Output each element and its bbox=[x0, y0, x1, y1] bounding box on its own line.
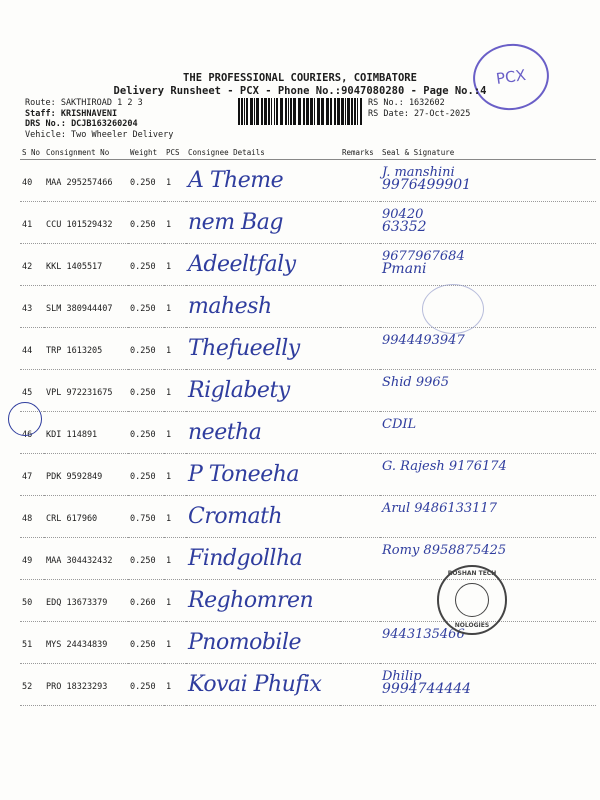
row-remarks bbox=[340, 328, 380, 370]
row-signature-1: G. Rajesh 9176174 bbox=[382, 459, 507, 474]
row-consignee-cell bbox=[186, 664, 340, 706]
row-remarks bbox=[340, 370, 380, 412]
drs-label: DRS No.: bbox=[25, 119, 72, 129]
barcode-bar bbox=[244, 98, 245, 125]
table-row bbox=[20, 622, 596, 664]
row-signature-1: Dhilip bbox=[382, 669, 422, 684]
row-weight: 0.250 bbox=[128, 454, 164, 496]
row-consignee-cell bbox=[186, 538, 340, 580]
row-sno: 47 bbox=[20, 454, 44, 496]
row-consignee-cell bbox=[186, 244, 340, 286]
barcode-bar bbox=[314, 98, 315, 125]
circle-mark-46 bbox=[8, 402, 42, 436]
row-pcs: 1 bbox=[164, 412, 186, 454]
roshan-stamp-inner bbox=[455, 583, 489, 617]
barcode-bar bbox=[351, 98, 353, 125]
col-consignee: Consignee Details bbox=[186, 145, 340, 160]
row-consignee-handwriting: Adeeltfaly bbox=[188, 252, 296, 277]
barcode-bar bbox=[256, 98, 259, 125]
meta-right bbox=[368, 98, 470, 119]
row-signature-2: Pmani bbox=[382, 261, 427, 277]
barcode-bar bbox=[254, 98, 255, 125]
row-consignee-handwriting: mahesh bbox=[188, 294, 272, 319]
barcode-bar bbox=[246, 98, 248, 125]
row-consignee-cell bbox=[186, 328, 340, 370]
row-pcs: 1 bbox=[164, 328, 186, 370]
barcode-bar bbox=[276, 98, 278, 125]
barcode-bar bbox=[241, 98, 243, 125]
row-signature-cell bbox=[380, 328, 596, 370]
row-pcs: 1 bbox=[164, 160, 186, 202]
row-consignee-handwriting: P Toneeha bbox=[188, 462, 299, 487]
faint-stamp bbox=[422, 284, 484, 334]
barcode-bar bbox=[290, 98, 292, 125]
pcx-stamp-text: PCX bbox=[494, 66, 527, 88]
row-signature-2: 9994744444 bbox=[382, 681, 472, 697]
roshan-stamp-bottom: NOLOGIES bbox=[454, 622, 490, 629]
row-consignment-no: CCU 101529432 bbox=[44, 202, 128, 244]
barcode-bar bbox=[271, 98, 272, 125]
row-signature-1: 9443135466 bbox=[382, 627, 465, 642]
staff-label: Staff: bbox=[25, 108, 61, 119]
col-pcs: PCS bbox=[164, 145, 186, 160]
row-consignment-no: SLM 380944407 bbox=[44, 286, 128, 328]
row-sno: 45 bbox=[20, 370, 44, 412]
row-sno: 51 bbox=[20, 622, 44, 664]
col-weight: Weight bbox=[128, 145, 164, 160]
barcode-bar bbox=[303, 98, 305, 125]
row-signature-2: 63352 bbox=[382, 219, 427, 235]
table-row bbox=[20, 580, 596, 622]
row-remarks bbox=[340, 160, 380, 202]
row-pcs: 1 bbox=[164, 454, 186, 496]
row-weight: 0.250 bbox=[128, 664, 164, 706]
row-consignee-handwriting: neetha bbox=[188, 420, 262, 445]
delivery-table bbox=[20, 145, 596, 706]
table-row bbox=[20, 664, 596, 706]
row-sno: 52 bbox=[20, 664, 44, 706]
row-consignee-handwriting: Riglabety bbox=[188, 378, 290, 403]
row-consignee-cell bbox=[186, 412, 340, 454]
row-consignee-cell bbox=[186, 622, 340, 664]
barcode-bar bbox=[321, 98, 324, 125]
barcode-bar bbox=[360, 98, 362, 125]
row-weight: 0.250 bbox=[128, 412, 164, 454]
row-sno: 49 bbox=[20, 538, 44, 580]
barcode-bar bbox=[306, 98, 309, 125]
row-pcs: 1 bbox=[164, 664, 186, 706]
row-signature-1: CDIL bbox=[382, 417, 417, 432]
barcode-bar bbox=[280, 98, 283, 125]
row-weight: 0.750 bbox=[128, 496, 164, 538]
row-consignment-no: CRL 617960 bbox=[44, 496, 128, 538]
meta-left bbox=[25, 98, 173, 140]
row-pcs: 1 bbox=[164, 286, 186, 328]
table-row bbox=[20, 496, 596, 538]
drs-number: DCJB163260204 bbox=[71, 119, 138, 129]
runsheet-subtitle: Delivery Runsheet - PCX - Phone No.:9047080280 - Page No.:4 bbox=[113, 85, 487, 97]
row-remarks bbox=[340, 202, 380, 244]
row-consignment-no: PDK 9592849 bbox=[44, 454, 128, 496]
row-consignee-handwriting: Findgollha bbox=[188, 546, 303, 571]
row-consignee-handwriting: nem Bag bbox=[188, 210, 283, 235]
row-consignment-no: EDQ 13673379 bbox=[44, 580, 128, 622]
row-signature-1: 90420 bbox=[382, 207, 424, 222]
table-row bbox=[20, 202, 596, 244]
barcode-bar bbox=[317, 98, 320, 125]
row-consignee-cell bbox=[186, 160, 340, 202]
row-consignee-cell bbox=[186, 202, 340, 244]
barcode bbox=[238, 98, 363, 125]
col-consignment: Consignment No bbox=[44, 145, 128, 160]
barcode-bar bbox=[288, 98, 289, 125]
rs-date: RS Date: 27-Oct-2025 bbox=[368, 108, 471, 119]
row-signature-1: Arul 9486133117 bbox=[382, 501, 497, 516]
row-signature-cell bbox=[380, 202, 596, 244]
row-remarks bbox=[340, 496, 380, 538]
row-sno: 50 bbox=[20, 580, 44, 622]
row-consignee-handwriting: Pnomobile bbox=[188, 630, 301, 655]
row-signature-cell bbox=[380, 412, 596, 454]
row-consignee-cell bbox=[186, 580, 340, 622]
row-weight: 0.250 bbox=[128, 286, 164, 328]
barcode-bar bbox=[337, 98, 340, 125]
barcode-bar bbox=[293, 98, 296, 125]
row-signature-cell bbox=[380, 454, 596, 496]
row-consignment-no: MAA 295257466 bbox=[44, 160, 128, 202]
barcode-bar bbox=[274, 98, 275, 125]
barcode-bar bbox=[238, 98, 240, 125]
table-row bbox=[20, 370, 596, 412]
barcode-bar bbox=[285, 98, 287, 125]
row-consignment-no: KKL 1405517 bbox=[44, 244, 128, 286]
table-row bbox=[20, 160, 596, 202]
row-sno: 44 bbox=[20, 328, 44, 370]
row-consignee-handwriting: A Theme bbox=[188, 168, 284, 193]
row-sno: 43 bbox=[20, 286, 44, 328]
row-weight: 0.250 bbox=[128, 244, 164, 286]
roshan-stamp-top: ROSHAN TECH bbox=[447, 570, 497, 577]
row-signature-1: J. manshini bbox=[382, 165, 455, 180]
row-consignee-cell bbox=[186, 454, 340, 496]
table-row bbox=[20, 328, 596, 370]
rs-number: RS No.: 1632602 bbox=[368, 98, 445, 108]
staff-line bbox=[25, 109, 173, 120]
row-consignment-no: MAA 304432432 bbox=[44, 538, 128, 580]
row-weight: 0.250 bbox=[128, 622, 164, 664]
row-sno: 42 bbox=[20, 244, 44, 286]
row-remarks bbox=[340, 538, 380, 580]
row-consignment-no: VPL 972231675 bbox=[44, 370, 128, 412]
row-signature-2: 9976499901 bbox=[382, 177, 472, 193]
row-signature-cell bbox=[380, 286, 596, 328]
row-signature-1: 9944493947 bbox=[382, 333, 465, 348]
row-consignee-handwriting: Reghomren bbox=[188, 588, 314, 613]
barcode-bar bbox=[357, 98, 358, 125]
col-signature: Seal & Signature bbox=[380, 145, 596, 160]
row-signature-1: Romy 8958875425 bbox=[382, 543, 507, 558]
barcode-bar bbox=[354, 98, 356, 125]
barcode-bar bbox=[298, 98, 301, 125]
row-pcs: 1 bbox=[164, 244, 186, 286]
barcode-bar bbox=[310, 98, 313, 125]
route-text: Route: SAKTHIROAD 1 2 3 bbox=[25, 98, 143, 108]
row-consignment-no: KDI 114891 bbox=[44, 412, 128, 454]
table-row bbox=[20, 244, 596, 286]
company-title: THE PROFESSIONAL COURIERS, COIMBATORE bbox=[183, 72, 417, 84]
row-consignee-handwriting: Cromath bbox=[188, 504, 283, 529]
barcode-bar bbox=[345, 98, 346, 125]
table-header-row bbox=[20, 145, 596, 160]
barcode-bar bbox=[268, 98, 270, 125]
row-sno: 46 bbox=[20, 412, 44, 454]
roshan-stamp bbox=[437, 565, 507, 635]
staff-name: KRISHNAVENI bbox=[60, 108, 118, 119]
row-signature-cell bbox=[380, 244, 596, 286]
vehicle-text: Vehicle: Two Wheeler Delivery bbox=[25, 129, 174, 140]
row-consignment-no: PRO 18323293 bbox=[44, 664, 128, 706]
row-weight: 0.250 bbox=[128, 538, 164, 580]
row-weight: 0.250 bbox=[128, 370, 164, 412]
row-remarks bbox=[340, 622, 380, 664]
table-row bbox=[20, 454, 596, 496]
col-remarks: Remarks bbox=[340, 145, 380, 160]
row-pcs: 1 bbox=[164, 622, 186, 664]
barcode-bar bbox=[261, 98, 263, 125]
row-consignee-cell bbox=[186, 286, 340, 328]
barcode-bar bbox=[334, 98, 336, 125]
barcode-bar bbox=[264, 98, 267, 125]
col-sno: S No bbox=[20, 145, 44, 160]
row-signature-cell bbox=[380, 370, 596, 412]
row-remarks bbox=[340, 664, 380, 706]
row-sno: 48 bbox=[20, 496, 44, 538]
row-consignment-no: TRP 1613205 bbox=[44, 328, 128, 370]
row-consignment-no: MYS 24434839 bbox=[44, 622, 128, 664]
table-row bbox=[20, 538, 596, 580]
row-weight: 0.250 bbox=[128, 328, 164, 370]
row-remarks bbox=[340, 454, 380, 496]
row-signature-1: Shid 9965 bbox=[382, 375, 449, 390]
row-pcs: 1 bbox=[164, 370, 186, 412]
row-consignee-handwriting: Thefueelly bbox=[188, 336, 300, 361]
table-row bbox=[20, 412, 596, 454]
row-signature-cell bbox=[380, 160, 596, 202]
row-pcs: 1 bbox=[164, 580, 186, 622]
row-weight: 0.250 bbox=[128, 160, 164, 202]
row-pcs: 1 bbox=[164, 538, 186, 580]
row-consignee-cell bbox=[186, 370, 340, 412]
row-weight: 0.250 bbox=[128, 202, 164, 244]
barcode-bar bbox=[326, 98, 329, 125]
row-pcs: 1 bbox=[164, 202, 186, 244]
row-consignee-handwriting: Kovai Phufix bbox=[188, 672, 322, 697]
row-remarks bbox=[340, 580, 380, 622]
row-signature-cell bbox=[380, 664, 596, 706]
row-signature-1: 9677967684 bbox=[382, 249, 465, 264]
row-remarks bbox=[340, 412, 380, 454]
row-remarks bbox=[340, 286, 380, 328]
table-row bbox=[20, 286, 596, 328]
row-signature-cell bbox=[380, 496, 596, 538]
row-consignee-cell bbox=[186, 496, 340, 538]
row-weight: 0.260 bbox=[128, 580, 164, 622]
barcode-bar bbox=[250, 98, 253, 125]
row-sno: 40 bbox=[20, 160, 44, 202]
drs-line bbox=[25, 119, 173, 130]
row-pcs: 1 bbox=[164, 496, 186, 538]
barcode-bar bbox=[341, 98, 344, 125]
row-remarks bbox=[340, 244, 380, 286]
row-sno: 41 bbox=[20, 202, 44, 244]
barcode-bar bbox=[330, 98, 332, 125]
barcode-bar bbox=[347, 98, 350, 125]
